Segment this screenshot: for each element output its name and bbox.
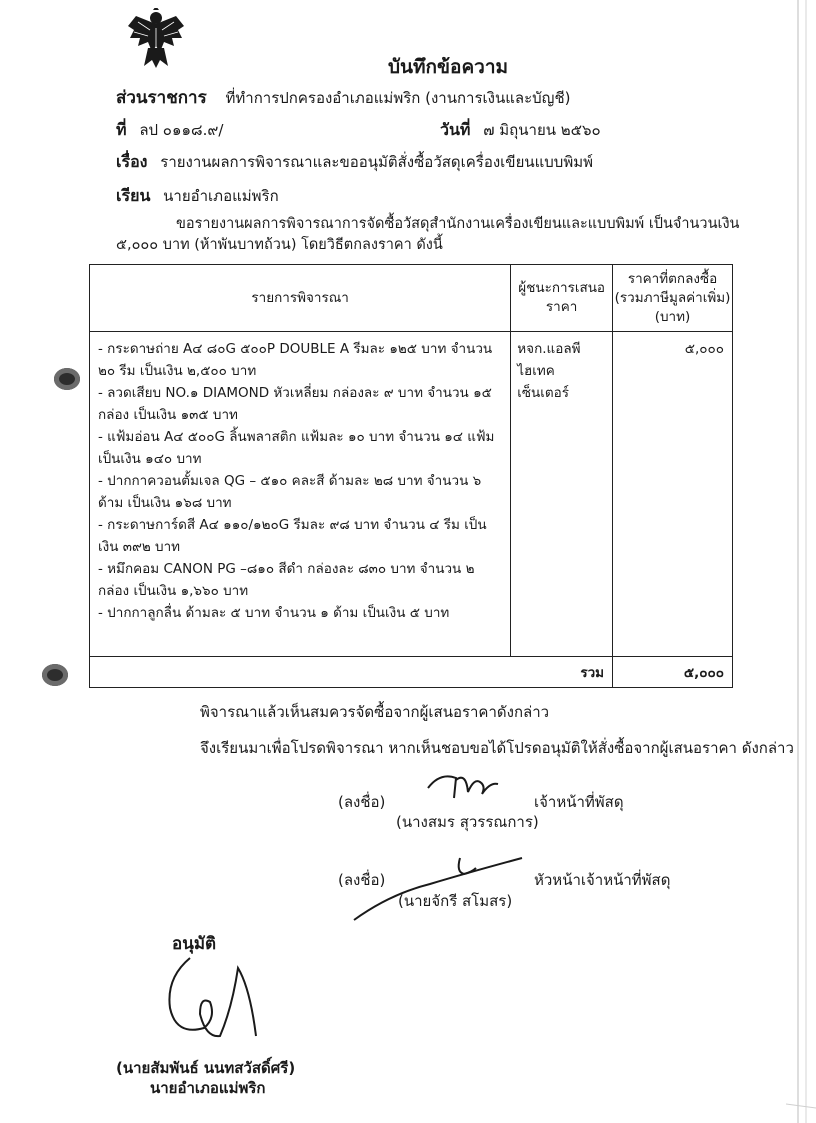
punch-hole: [42, 664, 68, 686]
total-label: รวม: [90, 657, 613, 688]
memo-title: บันทึกข้อความ: [387, 56, 509, 78]
approval-label: อนุมัติ: [172, 934, 217, 954]
subject-label: เรื่อง: [116, 152, 148, 171]
page-edge-shadow: [786, 0, 816, 1123]
to-label: เรียน: [116, 186, 151, 205]
table-header-row: [90, 265, 733, 332]
header-price-line3: (บาท): [654, 308, 691, 325]
table-row: [90, 332, 733, 657]
total-row: [90, 657, 733, 688]
procurement-table: [89, 264, 733, 688]
items-cell: [90, 332, 511, 657]
head-sign-label: (ลงชื่อ): [338, 871, 386, 889]
list-item: - ปากกาลูกลื่น ด้ามละ ๕ บาท จำนวน ๑ ด้าม เป็นเงิน ๕ บาท: [98, 605, 450, 621]
header-items: รายการพิจารณา: [90, 265, 511, 332]
date-value: ๗ มิถุนายน ๒๕๖๐: [483, 121, 601, 139]
header-vendor: ผู้ชนะการเสนอราคา: [511, 265, 613, 332]
list-item: - ลวดเสียบ NO.๑ DIAMOND หัวเหลี่ยม กล่องละ ๙ บาท จำนวน ๑๕ กล่อง เป็นเงิน ๑๓๕ บาท: [98, 385, 492, 423]
list-item: - หมึกคอม CANON PG –๘๑๐ สีดำ กล่องละ ๘๓๐ บาท จำนวน ๒ กล่อง เป็นเงิน ๑,๖๖๐ บาท: [98, 561, 475, 599]
reference-row: [116, 118, 223, 143]
header-price-line1: ราคาที่ตกลงซื้อ: [627, 270, 718, 287]
header-price-line2: (รวมภาษีมูลค่าเพิ่ม): [614, 289, 731, 306]
head-name: (นายจักรี สโมสร): [398, 892, 513, 910]
vendor-cell: หจก.แอลพีไฮเทค เซ็นเตอร์: [511, 332, 613, 657]
intro-paragraph: ขอรายงานผลการพิจารณาการจัดซื้อวัสดุสำนักงานเครื่องเขียนและแบบพิมพ์ เป็นจำนวนเงิน ๕,๐๐๐ บาท (ห้าพันบาทถ้วน) โดยวิธีตกลงราคา ดังนี้: [116, 216, 740, 253]
officer-name: (นางสมร สุวรรณการ): [396, 813, 539, 831]
list-item: - กระดาษการ์ดสี A๔ ๑๑๐/๑๒๐G รีมละ ๙๘ บาท จำนวน ๔ รีม เป็นเงิน ๓๙๒ บาท: [98, 517, 487, 555]
agency-row: [116, 84, 570, 111]
to-value: นายอำเภอแม่พริก: [163, 187, 279, 205]
closing-line-1: พิจารณาแล้วเห็นสมควรจัดซื้อจากผู้เสนอราคาดังกล่าว: [200, 703, 550, 721]
approver-title: นายอำเภอแม่พริก: [150, 1079, 266, 1097]
officer-title: เจ้าหน้าที่พัสดุ: [534, 793, 624, 811]
reference-value: ลป ๐๑๑๘.๙/: [139, 121, 224, 139]
subject-row: [116, 150, 593, 175]
punch-hole: [54, 368, 80, 390]
total-value: ๕,๐๐๐: [613, 657, 733, 688]
agency-label: ส่วนราชการ: [116, 88, 207, 108]
price-cell: ๕,๐๐๐: [613, 332, 733, 657]
agency-value: ที่ทำการปกครองอำเภอแม่พริก (งานการเงินและบัญชี): [225, 89, 571, 107]
approval-signature-icon: [160, 948, 270, 1048]
officer-signature-icon: [420, 768, 500, 808]
subject-value: รายงานผลการพิจารณาและขออนุมัติสั่งซื้อวัสดุเครื่องเขียนแบบพิมพ์: [160, 153, 593, 171]
list-item: - กระดาษถ่าย A๔ ๘๐G ๕๐๐P DOUBLE A รีมละ ๑๒๕ บาท จำนวน ๒๐ รีม เป็นเงิน ๒,๕๐๐ บาท: [98, 341, 493, 379]
head-title: หัวหน้าเจ้าหน้าที่พัสดุ: [534, 871, 671, 889]
officer-sign-label: (ลงชื่อ): [338, 793, 386, 811]
reference-label: ที่: [116, 120, 127, 139]
to-row: [116, 184, 279, 209]
list-item: - ปากกาควอนตั้มเจล QG – ๕๑๐ คละสี ด้ามละ ๒๘ บาท จำนวน ๖ ด้าม เป็นเงิน ๑๖๘ บาท: [98, 473, 482, 511]
closing-line-2: จึงเรียนมาเพื่อโปรดพิจารณา หากเห็นชอบขอได้โปรดอนุมัติให้สั่งซื้อจากผู้เสนอราคา ดังกล่าว: [200, 739, 794, 757]
list-item: - แฟ้มอ่อน A๔ ๕๐๐G ลิ้นพลาสติก แฟ้มละ ๑๐ บาท จำนวน ๑๔ แฟ้ม เป็นเงิน ๑๔๐ บาท: [98, 429, 495, 467]
approver-name: (นายสัมพันธ์ นนทสวัสดิ์ศรี): [116, 1059, 296, 1077]
date-label: วันที่: [440, 120, 471, 139]
date-row: [440, 118, 601, 143]
header-price: [613, 265, 733, 332]
